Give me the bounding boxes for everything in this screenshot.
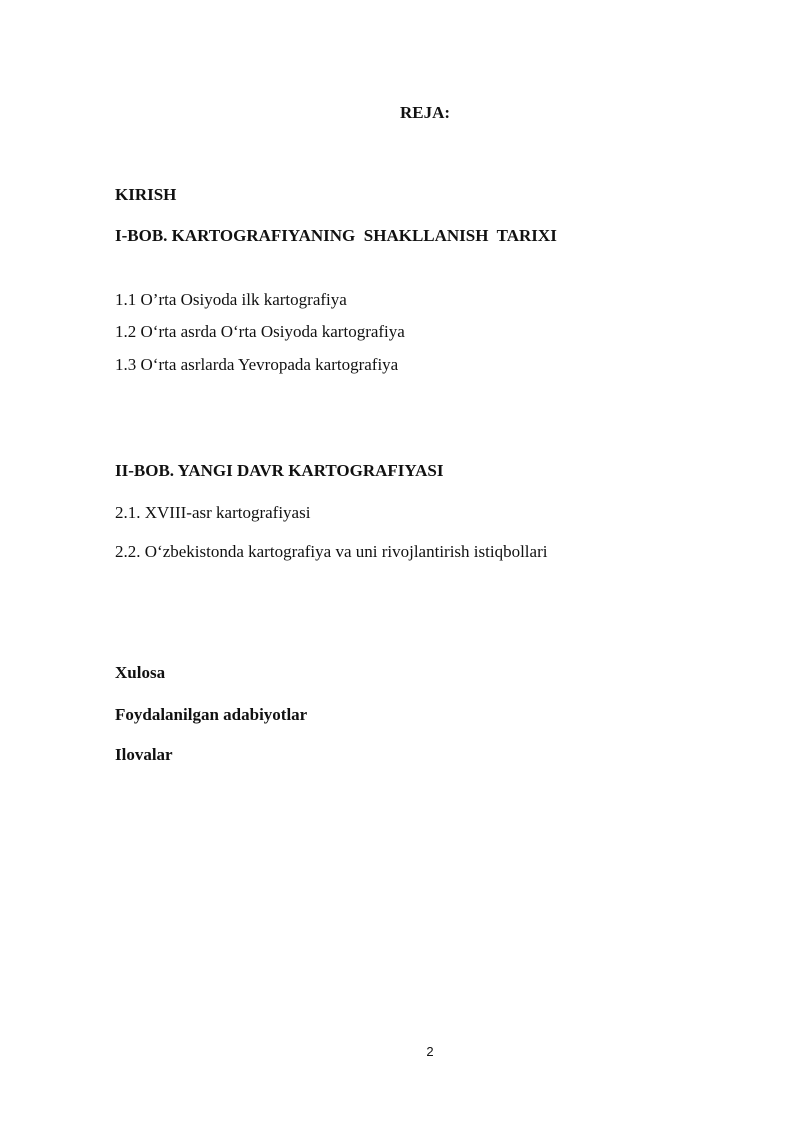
page-number: 2	[426, 1044, 434, 1059]
intro-heading: KIRISH	[115, 185, 177, 204]
plan-title: REJA:	[400, 103, 451, 122]
chapter1-section-3: 1.3 O‘rta asrlarda Yevropada kartografiya	[115, 355, 399, 374]
chapter2-heading: II-BOB. YANGI DAVR KARTOGRAFIYASI	[115, 461, 444, 480]
conclusion-heading: Xulosa	[115, 663, 166, 682]
references-heading: Foydalanilgan adabiyotlar	[115, 705, 308, 724]
appendices-heading: Ilovalar	[115, 745, 173, 764]
chapter1-section-1: 1.1 O’rta Osiyoda ilk kartografiya	[115, 290, 347, 309]
chapter1-section-2: 1.2 O‘rta asrda O‘rta Osiyoda kartografiya	[115, 322, 405, 341]
chapter2-section-1: 2.1. XVIII-asr kartografiyasi	[115, 503, 311, 522]
chapter2-section-2: 2.2. O‘zbekistonda kartografiya va uni rivojlantirish istiqbollari	[115, 542, 548, 561]
chapter1-heading: I-BOB. KARTOGRAFIYANING SHAKLLANISH TARIXI	[115, 226, 557, 245]
